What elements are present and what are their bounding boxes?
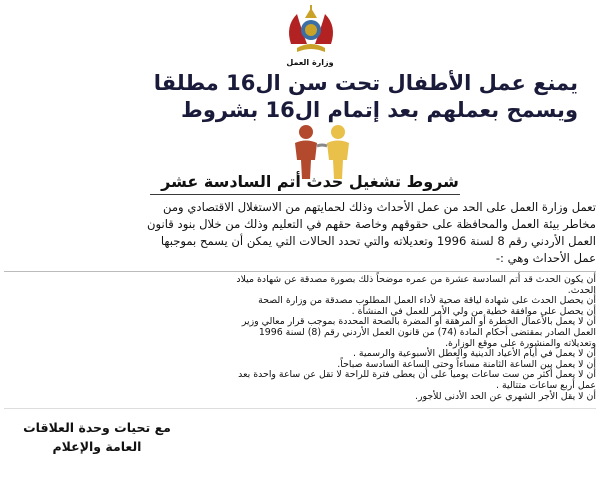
- intro-line: العمل الأردني رقم 8 لسنة 1996 وتعديلاته والتي تحدد الحالات التي يمكن أن يسمح بموجبها: [160, 234, 596, 248]
- headline-line-1: يمنع عمل الأطفال تحت سن ال16 مطلقا: [153, 71, 578, 95]
- condition-line: الحدث.: [567, 284, 596, 296]
- condition-line: أن لا يعمل أكثر من ست ساعات يوميا على أن يعطى فترة للراحة لا تقل عن ساعة واحدة بعد: [238, 369, 596, 381]
- intro-paragraph: [4, 199, 596, 267]
- condition-line: عمل أربع ساعات متتالية .: [496, 379, 596, 391]
- footer-signoff: [22, 418, 172, 456]
- title-underline: [150, 194, 460, 195]
- headline-line-2: ويسمح بعملهم بعد إتمام ال16 بشروط: [181, 98, 578, 122]
- footer-line-2: العامة والإعلام: [52, 439, 142, 454]
- section-title: شروط تشغيل حدث أتم السادسة عشر: [161, 172, 459, 191]
- condition-line: أن لا يعمل بين الساعة الثامنة مساءاً وحتى الساعة السادسة صباحاً.: [337, 358, 596, 370]
- divider: [4, 408, 596, 409]
- condition-line: أن يكون الحدث قد أتم السادسة عشرة من عمره موضحاً ذلك بصورة مصدقة عن شهادة ميلاد: [236, 274, 596, 285]
- condition-line: أن يحصل على موافقة خطية من ولي الأمر للعمل في المنشأة .: [351, 305, 596, 317]
- condition-line: أن لا يقل الأجر الشهري عن الحد الأدنى للأجور.: [414, 390, 596, 402]
- intro-line: عمل الأحداث وهي :-: [495, 251, 596, 265]
- condition-line: العمل الصادر بمقتضى أحكام المادة (74) من قانون العمل الأردني رقم (8) لسنة 1996: [258, 326, 596, 338]
- coat-of-arms-icon: [283, 4, 339, 56]
- condition-line: وتعديلاته والمنشورة على موقع الوزارة.: [445, 337, 596, 349]
- condition-line: أن يحصل الحدث على شهادة لياقة صحية لأداء العمل المطلوب مصدقة من وزارة الصحة: [258, 295, 596, 307]
- ministry-name: وزارة العمل: [286, 58, 334, 67]
- footer-line-1: مع تحيات وحدة العلاقات: [23, 420, 171, 435]
- intro-line: تعمل وزارة العمل على الحد من عمل الأحداث وذلك لحمايتهم من الاستغلال الاقتصادي ومن: [163, 200, 596, 214]
- divider: [4, 271, 596, 272]
- conditions-list: [4, 275, 596, 402]
- intro-line: مخاطر بيئة العمل والمحافظة على حقوقهم وخاصة حقهم في التعليم وذلك من خلال بنود قانون: [147, 217, 596, 231]
- condition-line: أن لا يعمل في أيام الأعياد الدينية والعطل الأسبوعية والرسمية .: [352, 348, 596, 360]
- condition-line: أن لا يعمل بالأعمال الخطرة أو المرهقة أو المضرة بالصحة المحددة بموجب قرار معالي وزير: [241, 316, 596, 328]
